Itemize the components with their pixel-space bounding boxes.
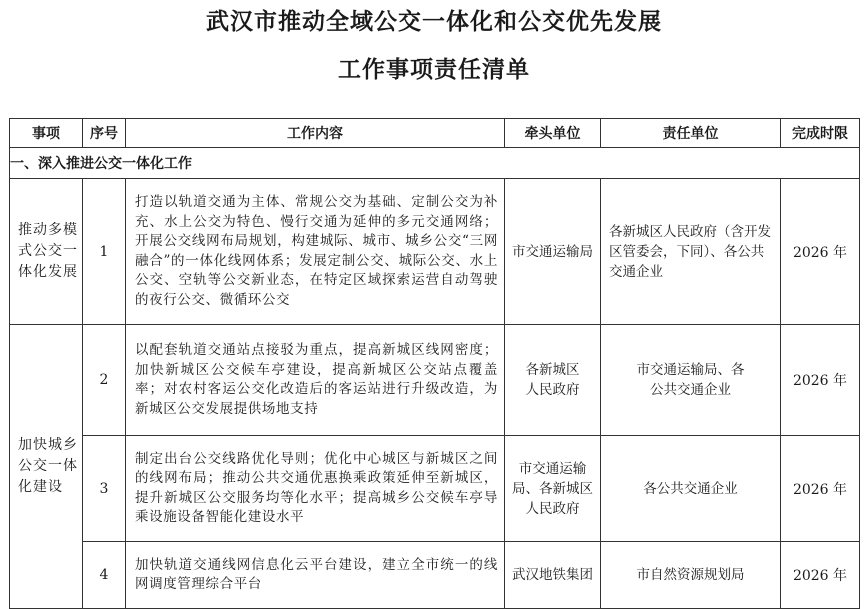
lead-cell: 武汉地铁集团 bbox=[505, 542, 601, 609]
header-content: 工作内容 bbox=[126, 119, 505, 148]
title-line-2: 工作事项责任清单 bbox=[338, 57, 530, 83]
deadline-cell: 2026 年 bbox=[781, 179, 860, 325]
header-deadline: 完成时限 bbox=[781, 119, 860, 148]
lead-cell bbox=[505, 436, 601, 542]
category-cell bbox=[10, 179, 83, 325]
header-seq: 序号 bbox=[83, 119, 126, 148]
lead-cell: 市交通运输局 bbox=[505, 179, 601, 325]
table-header-row bbox=[10, 119, 860, 148]
content-cell: 打造以轨道交通为主体、常规公交为基础、定制公交为补充、水上公交为特色、慢行交通为延伸的多元交通网络；开展公交线网布局规划，构建城际、城市、城乡公交“三网融合”的一体化线网体系；发展定制公交、城际公交、水上公交、空轨等公交新业态，在特定区域探索运营自动驾驶的夜行公交、微循环公交 bbox=[126, 179, 505, 325]
lead-text: 各新城区人民政府 bbox=[525, 362, 580, 398]
deadline-cell: 2026 年 bbox=[781, 436, 860, 542]
content-cell: 制定出台公交线路优化导则；优化中心城区与新城区之间的线网布局；推动公共交通优惠换乘政策延伸至新城区，提升新城区公交服务均等化水平；提高城乡公交候车亭导乘设施设备智能化建设水平 bbox=[126, 436, 505, 542]
category-text: 推动多模式公交一体化发展 bbox=[18, 222, 78, 280]
section-row bbox=[10, 148, 860, 179]
responsible-text: 市交通运输局、各公共交通企业 bbox=[636, 362, 745, 398]
seq-cell: 2 bbox=[83, 325, 126, 436]
header-responsible: 责任单位 bbox=[601, 119, 781, 148]
document-title bbox=[0, 0, 868, 85]
deadline-cell: 2026 年 bbox=[781, 325, 860, 436]
seq-cell: 1 bbox=[83, 179, 126, 325]
table-row bbox=[10, 179, 860, 325]
category-text: 加快城乡公交一体化建设 bbox=[18, 437, 78, 495]
responsible-cell bbox=[601, 325, 781, 436]
category-cell bbox=[10, 325, 83, 609]
table-row bbox=[10, 542, 860, 609]
section-heading: 一、深入推进公交一体化工作 bbox=[10, 148, 860, 179]
content-cell: 以配套轨道交通站点接驳为重点，提高新城区线网密度；加快新城区公交候车亭建设，提高新城区公交站点覆盖率；对农村客运公交化改造后的客运站进行升级改造，为新城区公交发展提供场地支持 bbox=[126, 325, 505, 436]
responsible-cell: 各公共交通企业 bbox=[601, 436, 781, 542]
header-lead: 牵头单位 bbox=[505, 119, 601, 148]
seq-cell: 4 bbox=[83, 542, 126, 609]
content-cell: 加快轨道交通线网信息化云平台建设，建立全市统一的线网调度管理综合平台 bbox=[126, 542, 505, 609]
header-category: 事项 bbox=[10, 119, 83, 148]
lead-cell bbox=[505, 325, 601, 436]
responsible-cell: 市自然资源规划局 bbox=[601, 542, 781, 609]
deadline-cell: 2026 年 bbox=[781, 542, 860, 609]
responsibility-table bbox=[9, 118, 860, 609]
seq-cell: 3 bbox=[83, 436, 126, 542]
title-line-1: 武汉市推动全域公交一体化和公交优先发展 bbox=[206, 9, 662, 35]
table-row bbox=[10, 325, 860, 436]
responsible-cell: 各新城区人民政府（含开发区管委会，下同）、各公共交通企业 bbox=[601, 179, 781, 325]
table-row bbox=[10, 436, 860, 542]
lead-text: 市交通运输局、各新城区人民政府 bbox=[512, 460, 593, 517]
